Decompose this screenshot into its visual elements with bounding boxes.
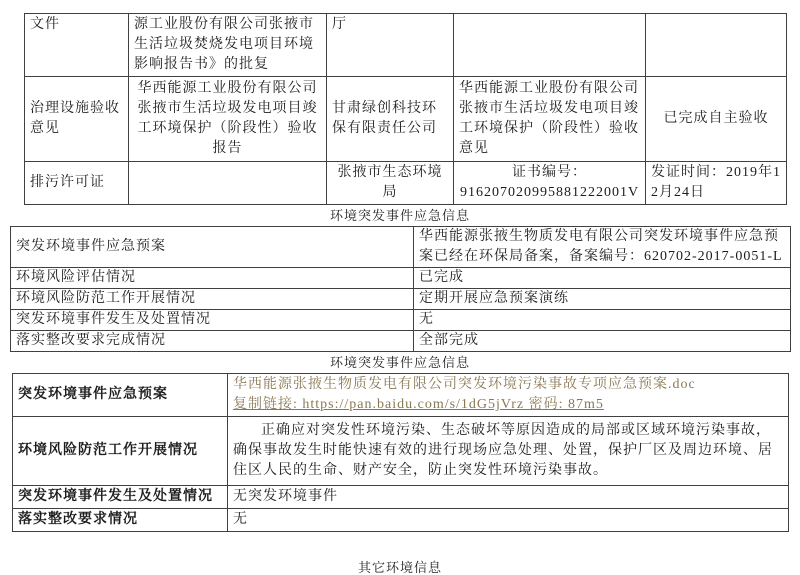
row-label: 落实整改要求完成情况 — [11, 331, 414, 352]
value-cell: 已完成 — [414, 268, 791, 289]
value-cell: 定期开展应急预案演练 — [414, 289, 791, 310]
opinion-cell: 华西能源工业股份有限公司张掖市生活垃圾发电项目竣工环境保护（阶段性）验收意见 — [454, 77, 646, 162]
row-label: 治理设施验收意见 — [25, 77, 129, 162]
table-row — [11, 310, 791, 331]
plan-attachment-cell — [228, 374, 789, 417]
value-cell: 无 — [414, 310, 791, 331]
row-label: 文件 — [25, 14, 129, 77]
row-label: 突发环境事件发生及处置情况 — [11, 310, 414, 331]
certificate-label: 证书编号： — [512, 165, 587, 180]
row-label: 环境风险评估情况 — [11, 268, 414, 289]
document-cell: 源工业股份有限公司张掖市生活垃圾焚烧发电项目环境影响报告书》的批复 — [129, 14, 327, 77]
emergency-info-table-2 — [12, 373, 789, 532]
risk-prevention-text: 正确应对突发性环境污染、生态破坏等原因造成的局部或区域环境污染事故，确保事故发生时能快速有效的进行现场应急处理、处置，保护厂区及周边环境、居住区人民的生命、财产安全，防止突发性环境污染事故。 — [233, 423, 773, 478]
agency-cell: 厅 — [327, 14, 454, 77]
value-cell — [228, 417, 789, 486]
emergency-info-table-1 — [10, 226, 791, 352]
agency-cell: 甘肃绿创科技环保有限责任公司 — [327, 77, 454, 162]
opinion-cell — [454, 14, 646, 77]
result-cell: 已完成自主验收 — [646, 77, 787, 162]
document-cell — [129, 162, 327, 205]
table-row — [11, 227, 791, 268]
row-label: 突发环境事件应急预案 — [13, 374, 228, 417]
certificate-cell — [454, 162, 646, 205]
row-label: 突发环境事件发生及处置情况 — [13, 486, 228, 509]
issue-date-cell: 发证时间：2019年12月24日 — [646, 162, 787, 205]
attachment-doc-name: 华西能源张掖生物质发电有限公司突发环境污染事故专项应急预案.doc — [233, 377, 696, 392]
table-row — [11, 331, 791, 352]
section-title-other-env-info: 其它环境信息 — [357, 560, 442, 575]
baidu-share-link[interactable]: 复制链接: https://pan.baidu.com/s/1dG5jVrz 密码: 87m5 — [233, 397, 604, 412]
value-cell: 无突发环境事件 — [228, 486, 789, 509]
table-row — [25, 77, 787, 162]
table-row — [13, 509, 789, 532]
agency-cell: 张掖市生态环境局 — [327, 162, 454, 205]
section-title-emergency-info-2: 环境突发事件应急信息 — [329, 355, 470, 370]
row-label: 突发环境事件应急预案 — [11, 227, 414, 268]
row-label: 环境风险防范工作开展情况 — [11, 289, 414, 310]
table-row — [11, 268, 791, 289]
row-label: 排污许可证 — [25, 162, 129, 205]
result-cell — [646, 14, 787, 77]
section-title-emergency-info-1: 环境突发事件应急信息 — [329, 208, 470, 223]
certificate-number: 916207020995881222001V — [459, 185, 640, 200]
table-row — [13, 374, 789, 417]
table-row — [13, 486, 789, 509]
table-row — [11, 289, 791, 310]
table-row — [25, 14, 787, 77]
value-cell: 华西能源张掖生物质发电有限公司突发环境事件应急预案已经在环保局备案，备案编号：620702-2017-0051-L — [414, 227, 791, 268]
approval-info-table — [24, 13, 787, 205]
row-label: 环境风险防范工作开展情况 — [13, 417, 228, 486]
row-label: 落实整改要求情况 — [13, 509, 228, 532]
table-row — [13, 417, 789, 486]
value-cell: 全部完成 — [414, 331, 791, 352]
table-row — [25, 162, 787, 205]
document-cell: 华西能源工业股份有限公司张掖市生活垃圾发电项目竣工环境保护（阶段性）验收报告 — [129, 77, 327, 162]
value-cell: 无 — [228, 509, 789, 532]
